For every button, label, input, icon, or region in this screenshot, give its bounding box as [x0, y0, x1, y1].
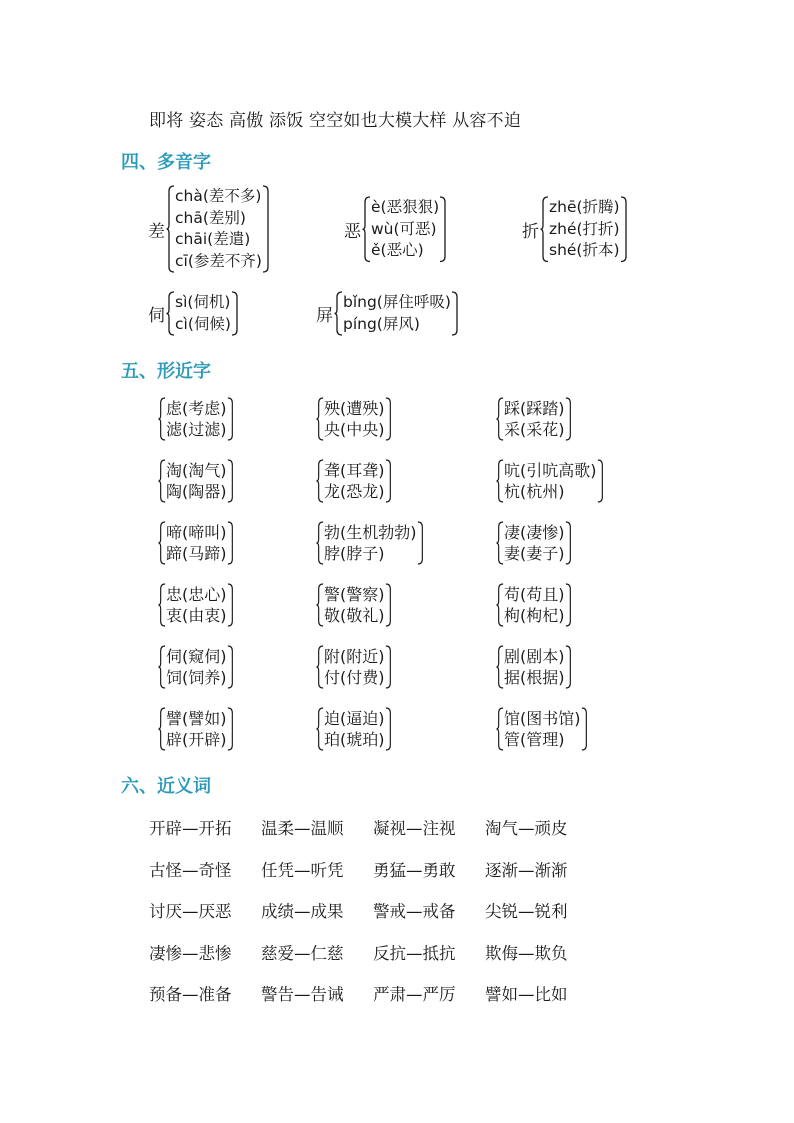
right-brace [227, 397, 235, 441]
similar-character-item: 凄(凄惨) [504, 523, 565, 542]
left-brace [166, 185, 175, 273]
synonym-pair: 预备—准备 [149, 985, 232, 1004]
right-brace [597, 459, 605, 503]
right-brace [565, 645, 573, 689]
left-brace [362, 196, 371, 263]
right-brace [227, 707, 235, 751]
similar-character-item: 勃(生机勃勃) [324, 523, 417, 542]
synonym-pair: 勇猛—勇敢 [373, 860, 456, 880]
similar-character-item: 附(附近) [324, 647, 385, 666]
polyphonic-character: 恶 [344, 221, 361, 242]
polyphonic-character: 差 [148, 221, 165, 242]
synonym-pair: 任凭—听凭 [261, 860, 344, 880]
reading-item: è(恶狠狠) [371, 198, 440, 216]
similar-character-item: 聋(耳聋) [324, 461, 385, 480]
similar-character-item: 杭(杭州) [504, 482, 565, 501]
similar-character-item: 龙(恐龙) [324, 482, 385, 501]
similar-pair [158, 583, 235, 627]
similar-character-item: 滤(过滤) [166, 420, 227, 439]
similar-character-item: 采(采花) [504, 420, 565, 439]
right-brace [417, 521, 425, 565]
synonym-pair: 欺侮—欺负 [485, 943, 568, 963]
reading-item: chā(差别) [175, 208, 246, 227]
right-brace [231, 291, 240, 336]
similar-character-item: 吭(引吭高歌) [504, 461, 597, 480]
right-brace [385, 397, 393, 441]
synonym-pair: 凝视—注视 [373, 819, 456, 838]
similar-character-item: 饲(饲养) [166, 668, 227, 687]
right-brace [565, 583, 573, 627]
left-brace [316, 707, 324, 751]
similar-character-item: 踩(踩踏) [504, 399, 565, 418]
reading-item: bǐng(屏住呼吸) [343, 293, 451, 311]
similar-character-item: 衷(由衷) [166, 606, 227, 625]
similar-character-item: 脖(脖子) [324, 544, 385, 563]
similar-pair [158, 707, 235, 751]
similar-pair [158, 459, 235, 503]
similar-character-item: 馆(图书馆) [504, 709, 581, 728]
right-brace [565, 397, 573, 441]
reading-item: cì(伺候) [175, 314, 231, 333]
similar-character-item: 警(警察) [324, 585, 385, 604]
polyphonic-character: 伺 [148, 306, 165, 326]
synonym-pair: 警戒—戒备 [373, 902, 456, 921]
similar-pair [496, 583, 573, 627]
left-brace [158, 459, 166, 503]
similar-character-item: 央(中央) [324, 420, 385, 439]
left-brace [496, 583, 504, 627]
reading-item: zhē(折腾) [549, 198, 620, 216]
synonym-pair: 凄惨—悲惨 [149, 943, 232, 963]
polyphonic-group [148, 185, 271, 273]
right-brace [227, 521, 235, 565]
left-brace [496, 707, 504, 751]
similar-pair [316, 459, 393, 503]
left-brace [496, 397, 504, 441]
similar-character-item: 迫(逼迫) [324, 709, 385, 728]
right-brace [385, 459, 393, 503]
vocabulary-line: 即将 姿态 高傲 添饭 空空如也大模大样 从容不迫 [149, 111, 522, 131]
similar-character-item: 殃(遭殃) [324, 399, 385, 418]
similar-pair [496, 707, 589, 751]
left-brace [166, 291, 175, 336]
similar-pair [316, 583, 393, 627]
similar-character-item: 辟(开辟) [166, 730, 227, 749]
similar-pair [316, 707, 393, 751]
left-brace [158, 521, 166, 565]
section-heading-polyphonic: 四、多音字 [121, 152, 211, 173]
similar-character-item: 伺(窥伺) [166, 647, 227, 666]
similar-character-item: 妻(妻子) [504, 544, 565, 563]
right-brace [385, 583, 393, 627]
similar-character-item: 据(根据) [504, 668, 565, 687]
synonym-pair: 古怪—奇怪 [149, 860, 232, 880]
right-brace [227, 645, 235, 689]
polyphonic-character: 折 [522, 221, 539, 242]
reading-item: chāi(差遣) [175, 230, 251, 248]
similar-character-item: 虑(考虑) [166, 399, 227, 418]
similar-character-item: 忠(忠心) [166, 585, 227, 604]
polyphonic-group [344, 196, 448, 263]
similar-character-item: 管(管理) [504, 730, 565, 749]
reading-item: wù(可恶) [371, 219, 437, 238]
similar-character-item: 陶(陶器) [166, 482, 227, 501]
polyphonic-group [522, 196, 629, 263]
section-heading-similar: 五、形近字 [121, 361, 211, 382]
synonym-pair: 严肃—严厉 [373, 985, 456, 1004]
synonym-pair: 开辟—开拓 [149, 819, 232, 838]
synonym-row [149, 940, 597, 964]
synonym-pair: 警告—告诫 [261, 985, 344, 1004]
left-brace [316, 645, 324, 689]
right-brace [227, 459, 235, 503]
left-brace [496, 521, 504, 565]
synonym-pair: 反抗—抵抗 [373, 943, 456, 963]
reading-item: sì(伺机) [175, 293, 231, 311]
synonym-pair: 淘气—顽皮 [485, 819, 568, 838]
reading-item: chà(差不多) [175, 187, 262, 205]
reading-item: píng(屏风) [343, 314, 420, 333]
polyphonic-group [148, 291, 240, 336]
left-brace [158, 397, 166, 441]
similar-pair [158, 521, 235, 565]
right-brace [262, 185, 271, 273]
synonym-pair: 讨厌—厌恶 [149, 902, 232, 921]
reading-item: zhé(打折) [549, 219, 620, 238]
polyphonic-character: 屏 [316, 306, 333, 326]
synonym-row [149, 857, 597, 881]
similar-pair [316, 397, 393, 441]
similar-character-item: 珀(琥珀) [324, 730, 385, 749]
left-brace [316, 521, 324, 565]
left-brace [316, 583, 324, 627]
synonym-pair: 尖锐—锐利 [485, 902, 568, 921]
section-heading-synonyms: 六、近义词 [121, 776, 211, 797]
similar-pair [496, 397, 573, 441]
synonym-pair: 慈爱—仁慈 [261, 943, 344, 963]
synonym-row [149, 898, 597, 922]
reading-item: cī(参差不齐) [175, 251, 262, 270]
right-brace [451, 291, 460, 336]
right-brace [385, 707, 393, 751]
left-brace [496, 459, 504, 503]
similar-character-item: 枸(枸杞) [504, 606, 565, 625]
similar-character-item: 剧(剧本) [504, 647, 565, 666]
similar-pair [316, 645, 393, 689]
synonym-row [149, 815, 597, 839]
right-brace [565, 521, 573, 565]
similar-character-item: 譬(譬如) [166, 709, 227, 728]
similar-character-item: 付(付费) [324, 668, 385, 687]
synonym-pair: 逐渐—渐渐 [485, 860, 568, 880]
left-brace [334, 291, 343, 336]
right-brace [439, 196, 448, 263]
right-brace [227, 583, 235, 627]
right-brace [620, 196, 629, 263]
similar-pair [158, 645, 235, 689]
synonym-pair: 成绩—成果 [261, 902, 344, 921]
similar-character-item: 蹄(马蹄) [166, 544, 227, 563]
left-brace [316, 459, 324, 503]
left-brace [316, 397, 324, 441]
similar-character-item: 啼(啼叫) [166, 523, 227, 542]
right-brace [581, 707, 589, 751]
similar-pair [158, 397, 235, 441]
similar-pair [316, 521, 425, 565]
reading-item: shé(折本) [549, 241, 620, 259]
synonym-pair: 温柔—温顺 [261, 819, 344, 838]
left-brace [496, 645, 504, 689]
similar-character-item: 敬(敬礼) [324, 606, 385, 625]
similar-pair [496, 459, 605, 503]
similar-character-item: 淘(淘气) [166, 461, 227, 480]
similar-pair [496, 645, 573, 689]
similar-pair [496, 521, 573, 565]
polyphonic-group [316, 291, 460, 336]
left-brace [158, 583, 166, 627]
right-brace [385, 645, 393, 689]
synonym-pair: 譬如—比如 [485, 985, 568, 1004]
reading-item: ě(恶心) [371, 241, 424, 259]
synonym-row [149, 981, 597, 1005]
left-brace [540, 196, 549, 263]
left-brace [158, 645, 166, 689]
similar-character-item: 苟(苟且) [504, 585, 565, 604]
left-brace [158, 707, 166, 751]
